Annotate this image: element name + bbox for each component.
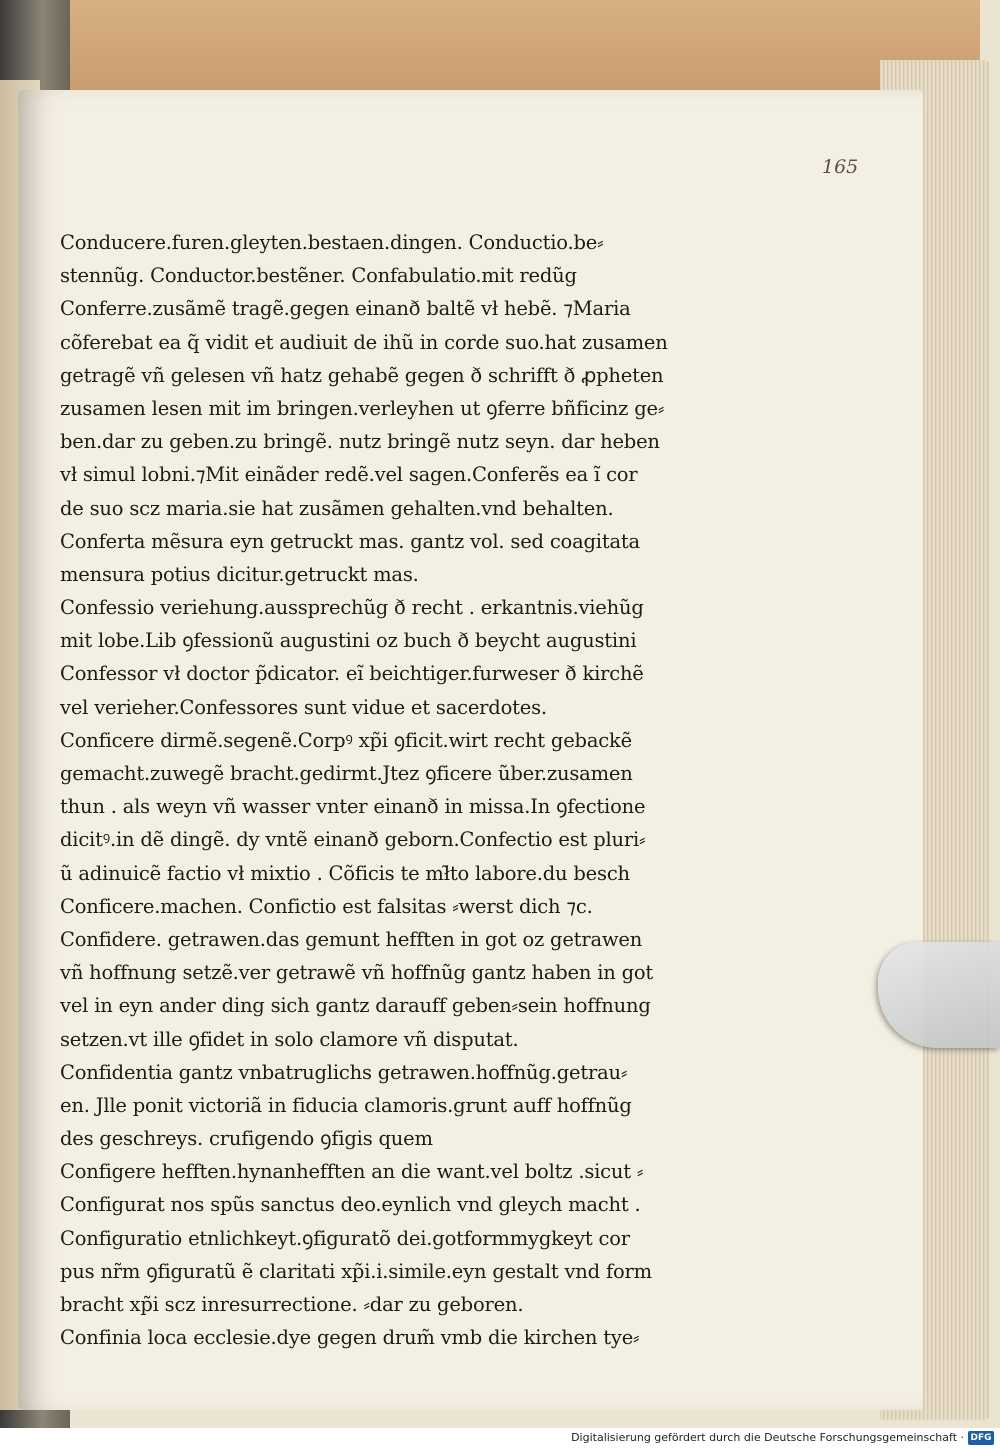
text-line: Configere hefften.hynanhefften an die want.vel boltz .sicut ⸗	[60, 1160, 644, 1184]
footer-credit: Digitalisierung gefördert durch die Deutsche Forschungsgemeinschaft ·	[571, 1431, 964, 1444]
text-line: vñ hoffnung setzẽ.ver getrawẽ vñ hoffnũg gantz haben in got	[60, 961, 654, 985]
footer-bar	[0, 1428, 1000, 1449]
text-line: Confessor vł doctor p̃dicator. eĩ beichtiger.furweser ð kirchẽ	[60, 662, 644, 686]
text-line: vel in eyn ander ding sich gantz darauff geben⸗sein hoffnung	[60, 994, 651, 1018]
folio-number: 165	[822, 156, 859, 178]
text-line: ben.dar zu geben.zu bringẽ. nutz bringẽ nutz seyn. dar heben	[60, 430, 660, 454]
text-line: Conficere.machen. Confictio est falsitas ⸗werst dich ⁊c.	[60, 894, 593, 918]
dfg-logo: DFG	[968, 1431, 994, 1445]
text-block	[60, 226, 760, 1354]
text-line: Conficere dirmẽ.segenẽ.Corpꝰ xp̃i ꝯficit.wirt recht gebackẽ	[60, 728, 632, 752]
text-line: des geschreys. crufigendo ꝯfigis quem	[60, 1127, 433, 1151]
text-line: mit lobe.Lib ꝯfessionũ augustini oz buch ð beycht augustini	[60, 629, 637, 653]
text-line: thun . als weyn vñ wasser vnter einanð in missa.In ꝯfectione	[60, 795, 646, 819]
text-line: bracht xp̃i scz inresurrectione. ⸗dar zu geboren.	[60, 1293, 524, 1316]
text-line: de suo scz maria.sie hat zusãmen gehalten.vnd behalten.	[60, 496, 614, 520]
text-line: cõferebat ea q̃ vidit et audiuit de ihũ in corde suo.hat zusamen	[60, 330, 668, 354]
text-line: Confidentia gantz vnbatruglichs getrawen.hoffnũg.getrau⸗	[60, 1060, 628, 1084]
text-line: mensura potius dicitur.getruckt mas.	[60, 562, 419, 586]
text-line: stennũg. Conductor.bestẽner. Confabulatio.mit redũg	[60, 264, 577, 288]
text-line: gemacht.zuwegẽ bracht.gedirmt.Jtez ꝯficere ũber.zusamen	[60, 762, 633, 785]
text-line: Configurat nos spũs sanctus deo.eynlich vnd gleych macht .	[60, 1193, 641, 1217]
text-line: Confidere. getrawen.das gemunt hefften in got oz getrawen	[60, 927, 643, 951]
text-line: Configuratio etnlichkeyt.ꝯfiguratõ dei.gotformmygkeyt cor	[60, 1226, 630, 1250]
text-line: dicitꝰ.in dẽ dingẽ. dy vntẽ einanð geborn.Confectio est pluri⸗	[60, 828, 646, 852]
text-line: setzen.vt ille ꝯfidet in solo clamore vñ disputat.	[60, 1027, 519, 1051]
text-line: vel verieher.Confessores sunt vidue et sacerdotes.	[60, 695, 547, 719]
text-line: pus nr̃m ꝯfiguratũ ẽ claritati xp̃i.i.simile.eyn gestalt vnd form	[60, 1259, 652, 1283]
text-line: vł simul lobni.⁊Mit einãder redẽ.vel sagen.Conferẽs ea ĩ cor	[60, 463, 638, 487]
text-line: Conferre.zusãmẽ tragẽ.gegen einanð baltẽ vł hebẽ. ⁊Maria	[60, 297, 631, 321]
text-line: ũ adinuicẽ factio vł mixtio . Cõficis te mł̃to labore.du besch	[60, 861, 630, 885]
text-line: Confessio veriehung.aussprechũg ð recht . erkantnis.viehũg	[60, 596, 644, 620]
text-line: Confinia loca ecclesie.dye gegen drum̃ vmb die kirchen tye⸗	[60, 1326, 640, 1350]
book-cover-edge	[30, 0, 980, 100]
text-line: getragẽ vñ gelesen vñ hatz gehabẽ gegen ð schrifft ð ꝓpheten	[60, 363, 664, 387]
text-line: Conferta mẽsura eyn getruckt mas. gantz vol. sed coagitata	[60, 529, 640, 553]
text-line: Conducere.furen.gleyten.bestaen.dingen. Conductio.be⸗	[60, 231, 604, 254]
text-line: en. Jlle ponit victoriã in fiducia clamoris.grunt auff hoffnũg	[60, 1093, 632, 1117]
text-line: zusamen lesen mit im bringen.verleyhen ut ꝯferre bñficinz ge⸗	[60, 396, 665, 420]
